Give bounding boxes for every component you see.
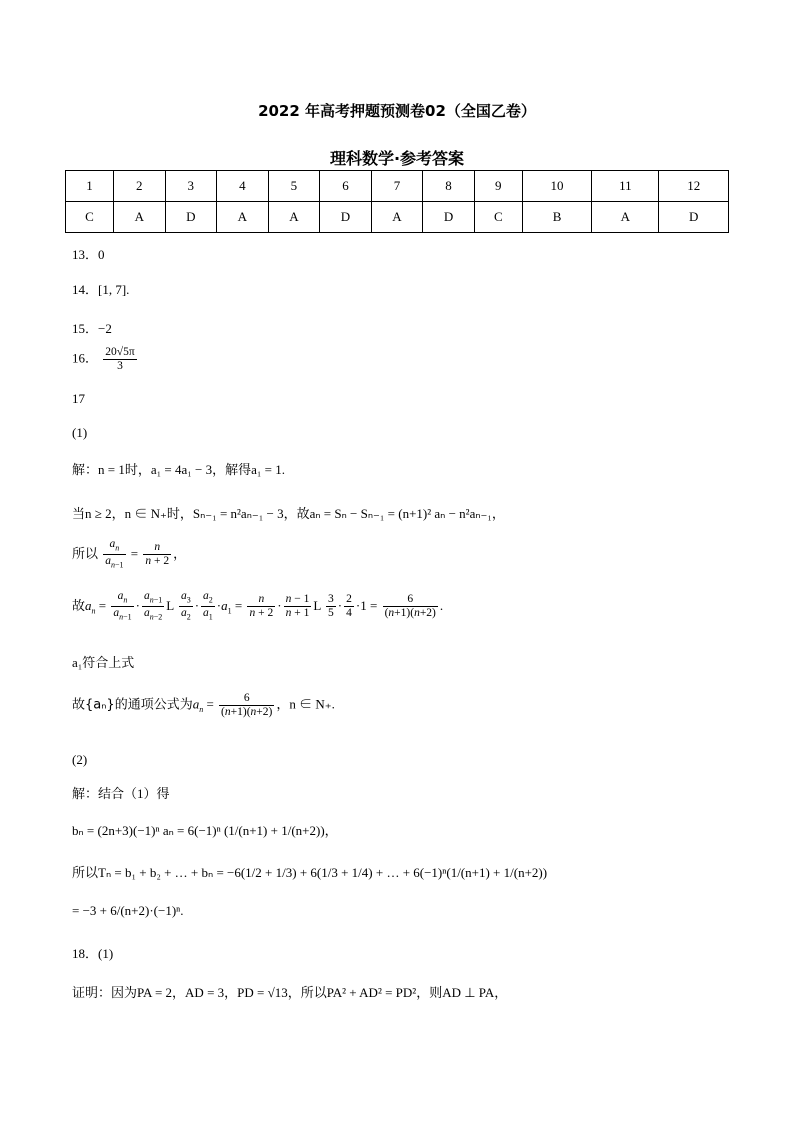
q17-line-10: = −3 + 6/(n+2)·(−1)ⁿ.	[72, 903, 184, 918]
question-number-cell: 11	[592, 171, 659, 202]
q17-line-7: 解：结合（1）得	[72, 786, 170, 801]
question-number-cell: 8	[423, 171, 475, 202]
question-number-cell: 12	[659, 171, 729, 202]
answer-cell: A	[268, 202, 320, 233]
q18-line-1: 证明：因为PA = 2，AD = 3，PD = √13，所以PA² + AD² = PD²，则AD ⊥ PA，	[72, 985, 508, 1000]
fraction-numerator: 20√5π	[105, 346, 135, 358]
answer-16-label: 16．	[72, 350, 99, 366]
question-18-label: 18．(1)	[72, 946, 114, 961]
q17-line-1: 解：n = 1时，a₁ = 4a₁ − 3，解得a₁ = 1.	[72, 462, 285, 477]
answer-table-number-row	[66, 171, 729, 202]
answer-table-answer-row	[66, 202, 729, 233]
question-number-cell: 5	[268, 171, 320, 202]
q17-part1-label: (1)	[72, 425, 88, 440]
answer-table	[65, 170, 729, 233]
question-17-label: 17	[72, 391, 85, 406]
question-number-cell: 10	[522, 171, 591, 202]
answer-16	[72, 346, 139, 373]
q17-line-4-prefix: 故	[72, 598, 86, 614]
question-number-cell: 7	[371, 171, 423, 202]
document-subtitle: 理科数学·参考答案	[329, 149, 465, 168]
answer-cell: B	[522, 202, 591, 233]
answer-cell: D	[423, 202, 475, 233]
question-number-cell: 3	[165, 171, 217, 202]
answer-cell: A	[113, 202, 165, 233]
ratio-fraction: $\frac{a_n}{a_{n-1}}$	[105, 538, 124, 570]
answer-cell: A	[371, 202, 423, 233]
question-number-cell: 9	[474, 171, 522, 202]
q17-line-5: a₁符合上式	[72, 655, 135, 670]
q17-line-9: 所以Tₙ = b₁ + b₂ + … + bₙ = −6(1/2 + 1/3) + 6(1/3 + 1/4) + … + 6(−1)ⁿ(1/(n+1) + 1/(n+2))	[72, 865, 548, 880]
q17-line-3: 所以 $\frac{a_n}{a_{n-1}}$ = $\frac{n}{n + 2}$ ，	[72, 538, 187, 570]
answer-15: 15．−2	[72, 321, 112, 336]
q17-line-6-suffix: ，n ∈ N₊.	[276, 696, 335, 712]
answer-cell: A	[592, 202, 659, 233]
q17-part2-label: (2)	[72, 752, 88, 767]
question-number-cell: 4	[217, 171, 269, 202]
q17-line-8: bₙ = (2n+3)(−1)ⁿ aₙ = 6(−1)ⁿ (1/(n+1) + 1/(n+2))，	[72, 823, 338, 838]
question-number-cell: 2	[113, 171, 165, 202]
question-number-cell: 6	[320, 171, 372, 202]
q17-line-4: 故$a_n$ = $\frac{a_n}{a_{n-1}}$ · $\frac{a_{n-1}}{a_{n-2}}$ L $\frac{a_3}{a_2}$ · $\frac{a_2}{a_1}$ $\cdot a_1$ = $\frac{n}{n + 2}$ · $\frac{n - 1}{n + 1}$ L $\frac{3}{5}$ · $\frac{2}{4}$ ·1 = $\frac{6}{(n+1)(n+2)}$ .	[72, 590, 444, 622]
ratio-fraction-rhs: $\frac{n}{n + 2}$	[145, 541, 170, 568]
q17-line-6-prefix: 故{aₙ}的通项公式为	[72, 697, 193, 713]
answer-13: 13．0	[72, 247, 105, 262]
answer-cell: D	[659, 202, 729, 233]
document-title: 2022 年高考押题预测卷02（全国乙卷）	[258, 102, 536, 120]
answer-cell: D	[320, 202, 372, 233]
answer-cell: A	[217, 202, 269, 233]
q17-line-2: 当n ≥ 2，n ∈ N₊时，Sₙ₋₁ = n²aₙ₋₁ − 3，故aₙ = Sₙ − Sₙ₋₁ = (n+1)² aₙ − n²aₙ₋₁，	[72, 506, 505, 521]
fraction-denominator: 3	[117, 360, 123, 372]
question-number-cell: 1	[66, 171, 114, 202]
q17-line-6: 故{aₙ}的通项公式为$a_n$ = $\frac{6}{(n+1)(n+2)}$ ，n ∈ N₊.	[72, 692, 335, 718]
answer-16-fraction	[103, 346, 136, 373]
answer-14: 14．[1, 7].	[72, 282, 130, 297]
answer-cell: C	[66, 202, 114, 233]
q17-line-3-prefix: 所以	[72, 546, 99, 562]
answer-cell: D	[165, 202, 217, 233]
answer-cell: C	[474, 202, 522, 233]
